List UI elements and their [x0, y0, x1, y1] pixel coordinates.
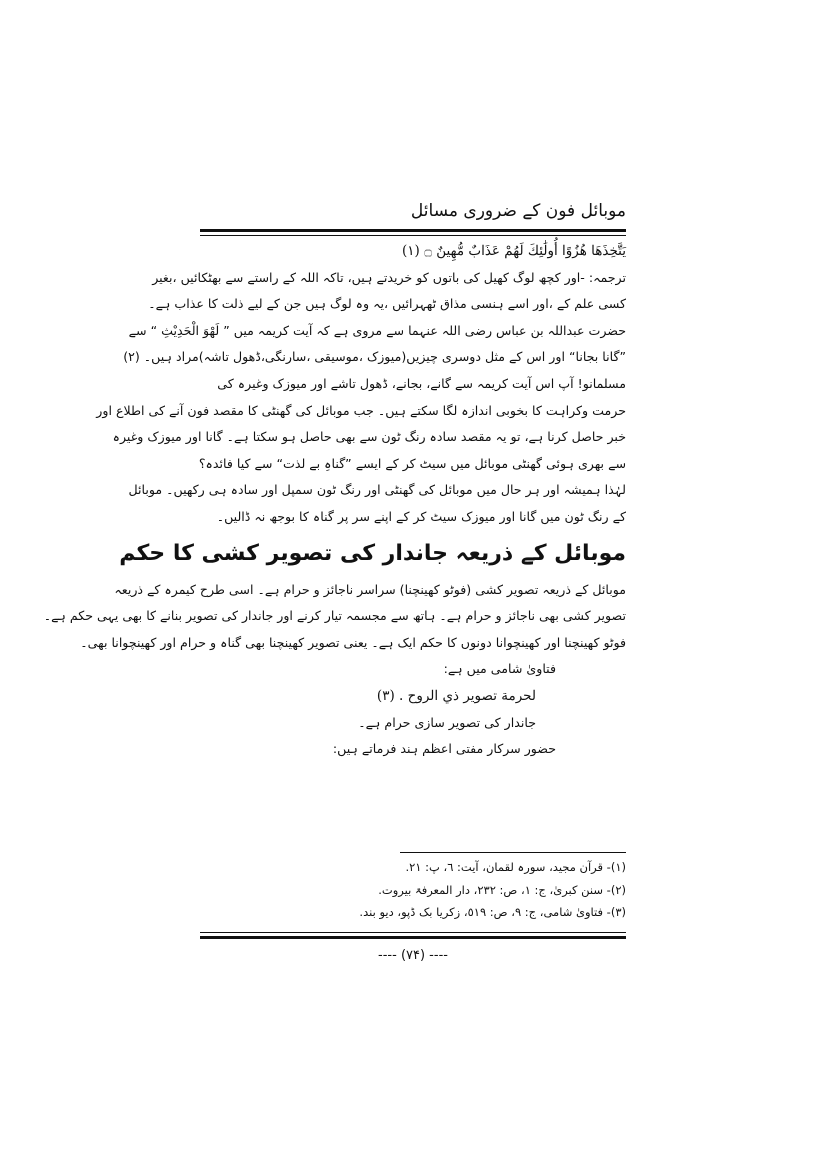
body-line: حرمت وکراہت کا بخوبی اندازہ لگا سکتے ہیں۔ جب موبائل کی گھنٹی کا مقصد فون آنے کی اطلاع اور: [96, 402, 626, 418]
quote-translation: جاندار کی تصویر سازی حرام ہے۔: [358, 714, 536, 730]
body-line: ”گانا بجانا“ اور اس کے مثل دوسری چیزیں(میوزک ،موسیقی ،سارنگی،ڈھول تاشہ)مراد ہیں۔ (۲): [123, 349, 626, 365]
citation-intro: فتاویٰ شامی میں ہے:: [443, 661, 556, 677]
section-line: تصویر کشی بھی ناجائز و حرام ہے۔ ہاتھ سے مجسمہ تیار کرنے اور جاندار کی تصویر بنانے کا بھی یہی حکم ہے۔: [43, 608, 626, 624]
header-rule-thin: [200, 235, 626, 236]
footnote: [200, 901, 626, 924]
footnote: [200, 856, 626, 879]
footnote-marker: (۱)-: [606, 860, 626, 874]
header-rule-thick: [200, 229, 626, 232]
citation-intro: حضور سرکار مفتی اعظم ہند فرماتے ہیں:: [332, 741, 556, 757]
quran-ayah: يَتَّخِذَهَا هُزُوًا أُولَٰئِكَ لَهُمْ عَذَابٌ مُّهِينٌ ۝ (۱): [401, 243, 626, 259]
section-heading: موبائل کے ذریعہ جاندار کی تصویر کشی کا حکم: [119, 540, 626, 566]
footer-rule-thick: [200, 936, 626, 939]
body-line: لہٰذا ہمیشہ اور ہر حال میں موبائل کی گھنٹی اور رنگ ٹون سمپل اور سادہ ہی رکھیں۔ موبائل: [128, 482, 626, 498]
body-line: سے بھری ہوئی گھنٹی موبائل میں سیٹ کر کے ایسے ”گناہِ بے لذت“ سے کیا فائدہ؟: [198, 455, 626, 471]
footer-rule-thin: [200, 932, 626, 933]
translation-line: کسی علم کے ،اور اسے ہنسی مذاق ٹھہرائیں ،یہ وہ لوگ ہیں جن کے لیے ذلت کا عذاب ہے۔: [148, 296, 626, 312]
body-line: کے رنگ ٹون میں گانا اور میوزک سیٹ کر کے اپنے سر پر گناہ کا بوجھ نہ ڈالیں۔: [216, 508, 626, 524]
footnote-marker: (۳)-: [606, 905, 626, 919]
footnote-text: سنن کبریٰ، ج: ١، ص: ٢٣٢، دار المعرفۃ بیروت.: [378, 882, 604, 897]
footnote: [200, 879, 626, 902]
page-number: ---- (۷۴) ----: [378, 948, 448, 963]
translation-line: ترجمہ: -اور کچھ لوگ کھیل کی باتوں کو خریدتے ہیں، تاکہ اللہ کے راستے سے بھٹکائیں ،بغیر: [152, 269, 626, 285]
section-line: فوٹو کھینچنا اور کھینچوانا دونوں کا حکم ایک ہے۔ یعنی تصویر کھینچنا بھی گناہ و حرام اور کھینچوانا بھی۔: [80, 634, 626, 650]
footnote-text: فتاویٰ شامی، ج: ٩، ص: ٥١٩، زکریا بک ڈپو، دیو بند.: [359, 905, 604, 919]
footnotes: [200, 856, 626, 924]
running-header: موبائل فون کے ضروری مسائل: [410, 201, 626, 221]
main-text: [43, 238, 626, 763]
arabic-quote: لحرمة تصوير ذي الروح . (۳): [376, 687, 536, 704]
footnote-separator: [400, 852, 626, 853]
body-line: حضرت عبداللہ بن عباس رضی اللہ عنہما سے مروی ہے کہ آیت کریمہ میں ” لَهْوَ الْحَدِيْثِ “ سے: [128, 322, 626, 338]
footnote-text: قرآن مجید، سورہ لقمان، آیت: ٦، پ: ٢١.: [405, 860, 604, 874]
footnote-marker: (۲)-: [606, 882, 626, 897]
section-line: موبائل کے ذریعہ تصویر کشی (فوٹو کھینچنا) سراسر ناجائز و حرام ہے۔ اسی طرح کیمرہ کے ذریعہ: [114, 581, 626, 597]
body-line: مسلمانو! آپ اس آیت کریمہ سے گانے، بجانے، ڈھول تاشے اور میوزک وغیرہ کی: [217, 375, 626, 391]
body-line: خبر حاصل کرنا ہے، تو یہ مقصد سادہ رنگ ٹون سے بھی حاصل ہو سکتا ہے۔ گانا اور میوزک وغیرہ: [112, 429, 626, 445]
